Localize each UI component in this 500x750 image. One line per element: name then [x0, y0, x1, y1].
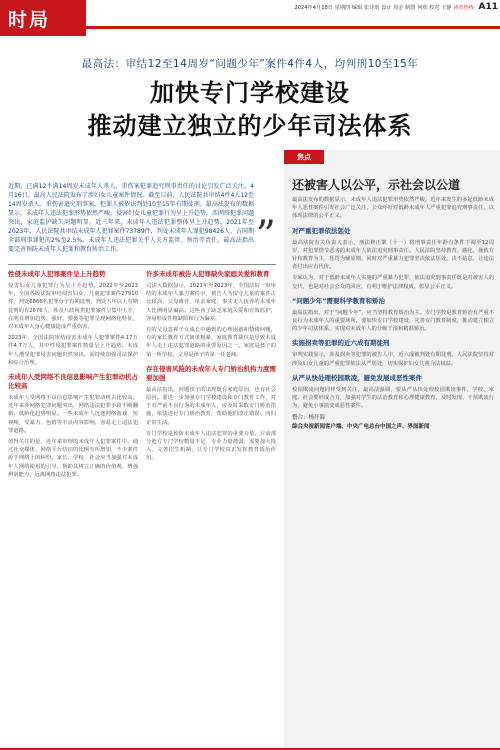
- masthead-rule: [86, 26, 500, 29]
- left-column: [8, 270, 138, 479]
- paragraph: 未成年人受网络不良信息影响产生犯罪动机占比较高。近年来涉网络犯罪问题突出，网络违法犯罪手段不断翻新，低龄化趋势明显。一些未成年人沉迷网络游戏、短视频，受暴力、色情等不良内容影响，容易走上违法犯罪道路。: [8, 395, 138, 434]
- paragraph: 校园欺凌问题同样受到关注。最高法强调，要从严从快处理校园欺凌事件，学校、家庭、社会要形成合力，加强对学生的法治教育和心理健康教育，及时发现、干预欺凌行为，避免小事演变成恶性案件。: [292, 386, 494, 410]
- reader-hotline: 读者热线: [453, 5, 474, 11]
- issue-info: 2024年4月18日 星期四 编辑 张诗雨 设计 周金 制图 何欣 校对 王静: [294, 5, 452, 11]
- paragraph: 专门学校是预防未成年人违法犯罪的重要力量。目前部分地方专门学校数量不足、专业力量薄弱，需要加大投入、完善招生机制，让专门学校真正发挥教育矫治作用。: [146, 430, 276, 462]
- sidebar-subheading: 从严从快处理校园欺凌，避免发展成恶性案件: [292, 373, 422, 382]
- source-credit: 综合央视新闻客户端、中央广电总台中国之声、界面新闻: [292, 424, 430, 431]
- middle-column: [146, 270, 276, 463]
- divider: [8, 264, 276, 265]
- section-subheading: 性侵未成年人犯罪案件呈上升趋势: [8, 270, 106, 278]
- sidebar-lead: 最高法发布的数据显示，未成年人违法犯罪形势依然严峻。近年来发生的多起低龄未成年人恶性案件引发社会广泛关注，公众呼吁对低龄未成年人严重犯罪追究刑事责任，以体现法律的公平正义。: [292, 197, 494, 220]
- paragraph: 最高法指出，对于“问题少年”，应当坚持教育矫治为主。专门学校是教育矫治有严重不良行为未成年人的重要场所，要加快专门学校建设，完善专门教育制度，推动建立独立的少年司法体系，实现对未成年人的分级干预和精准矫治。: [292, 309, 494, 333]
- page-number: A11: [478, 2, 498, 12]
- masthead-info: [294, 4, 474, 11]
- headline-kicker: 最高法：审结12至14周岁“问题少年”案件4件4人，均判刑10至15年: [81, 58, 419, 70]
- paragraph: 值得关注的是，近年来审理的未成年人犯罪案件中，通过社交媒体、网络平台结识的比例有所增加，不少案件源于网络上的纠纷。家长、学校、社会应当加强对未成年人网络使用的引导，帮助其树立正确的价值观，增强辨别能力，远离网络违法犯罪。: [8, 439, 138, 478]
- sidebar-subheading: 对严重犯罪依法惩处: [292, 226, 351, 235]
- headline-title-line1: 加快专门学校建设: [150, 79, 350, 107]
- paragraph: 2023年，全国法院审结侵害未成年人犯罪案件4.17万件4.7万人，其中性侵犯罪案件数量呈上升趋势。未成年人遭受犯罪侵害问题仍然突出，需持续加强司法保护和综合治理。: [8, 335, 138, 366]
- section-subheading: 许多未成年被告人犯罪缺失家庭关爱和教育: [146, 270, 270, 278]
- section-subheading: 未成年人受网络不良信息影响产生犯罪动机占比较高: [8, 373, 138, 391]
- paragraph: 专家认为，对于低龄未成年人实施的严重暴力犯罪，依法追究刑事责任既是对被害人的交代，也是对社会公众的回应，有利于维护法律权威，彰显公平正义。: [292, 275, 494, 290]
- focus-tag: 焦点: [284, 150, 324, 164]
- lead-box: [8, 182, 276, 260]
- section-subheading: 存在侵害风险的未成年人专门矫治机构力度需要加强: [146, 364, 276, 382]
- headline-title-line2: 推动建立独立的少年司法体系: [87, 112, 413, 140]
- sidebar-subheading: “问题少年”需要科学教育和矫治: [292, 296, 386, 305]
- paragraph: 司法大数据显示，2021年至2023年，全国法院一审审结的未成年人暴力案件中，被告人为留守儿童的案件占比较高，父母离异、单亲家庭、事实无人抚养的未成年人比例明显偏高。这些孩子缺乏家庭关爱和有效监护，容易形成性格缺陷和行为偏差。: [146, 283, 276, 322]
- author-credit: 整合：杨开海: [292, 415, 326, 422]
- paragraph: 最高法指出，问题孩子的出现既有家庭原因，也有社会原因。要进一步加强专门学校建设和专门教育工作，对于有严重不良行为的未成年人，应及时采取专门矫治措施，依法进行专门矫治教育，帮助他们改正错误、回归正常生活。: [146, 386, 276, 426]
- quote-mark-icon: ”: [255, 213, 276, 259]
- sidebar-title: 还被害人以公平，示社会以公道: [292, 178, 461, 192]
- lead-text: 近期，已满12不满14周岁未成年人杀人、重伤案犯罪追究刑事责任的讨论引发广泛关注。4月16日，最高人民法院发布了涉妇女儿童案件情况。截至目前，人民法院共审结4件4人12至14周岁杀人、重伤害追究刑事案，犯罪人被依法判处10至15年有期徒刑。最高法发布的数据显示，未成年人违法犯罪形势依然严峻，侵害妇女儿童犯罪行为呈上升趋势，涉网络犯罪问题突出，家庭监护缺失问题明显。近三年来，未成年人违法犯罪整体呈上升趋势，2021年至2023年，人民法院共审结未成年人犯罪案件73789件，判处未成年人罪犯98426人，占同期全部刑事罪犯的2%至2.5%。未成年人违法犯罪关乎人关方监管、预治等责任。最高法指出要完善预防未成年人犯罪和教育矫治工作。: [8, 183, 255, 253]
- sidebar-subheading: 实施拐卖等犯罪的近六成有期徒刑: [292, 339, 390, 348]
- paragraph: 最高法院有关负责人表示，刑法修正案（十一）将刑事责任年龄有条件下调至12周岁，对犯罪情节恶劣的未成年人依法追究刑事责任。人民法院坚持教育、感化、挽救方针和教育为主、惩罚为辅原则，同时对严重暴力犯罪坚决依法惩处，决不姑息，让违法者付出应有代价。: [292, 239, 494, 271]
- sidebar-body: [292, 196, 494, 430]
- paragraph: 有的父母忽视子女成长中遇到的心理困惑和情绪问题，有的家长教育方式简单粗暴，家庭教育缺位是导致未成年人走上违法犯罪道路的重要原因之一。家庭是孩子的第一所学校，父母是孩子的第一任老师。: [146, 327, 276, 358]
- section-block: [0, 0, 86, 36]
- paragraph: 审判实践显示，涉及拐卖等犯罪的被告人中，近六成被判处有期徒刑。人民法院坚持对涉及妇女儿童的严重犯罪依法从严惩处，切实保护妇女儿童合法权益。: [292, 352, 494, 367]
- paragraph: 侵害妇女儿童犯罪行为呈上升趋势。2022年至2023年，全国各级法院审结侵害妇女、儿童犯罪案件27910件，判处6866名犯罪分子有期徒刑，判处五年以上有期徒刑的有2676人，涉及八歧视类犯罪案件呈集中上升，在明显增加趋势，强奸、猥亵等犯罪呈现网络化特征，对未成年人身心健康造成严重伤害。: [8, 283, 139, 331]
- section-title: 时局: [8, 9, 51, 31]
- focus-sidebar: [284, 150, 500, 750]
- masthead: [0, 0, 500, 36]
